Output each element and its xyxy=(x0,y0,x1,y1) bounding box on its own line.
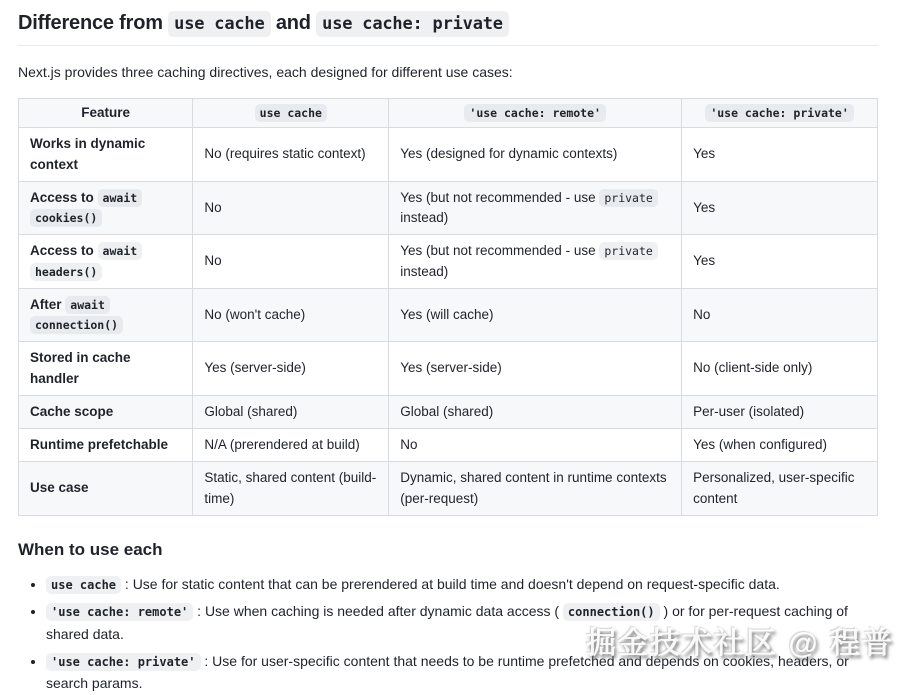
code-chip: private xyxy=(599,242,657,260)
code-chip: use cache: private xyxy=(316,11,509,37)
list-item: • 'use cache: remote' : Use when caching is needed after dynamic data access ( connection() ) or for per-request caching of shared data. xyxy=(46,600,878,645)
table-header xyxy=(19,99,878,128)
table-cell: Yes (will cache) xyxy=(389,288,682,342)
table-cell: N/A (prerendered at build) xyxy=(193,429,389,462)
table-cell: No (requires static context) xyxy=(193,128,389,182)
table-cell: No xyxy=(193,181,389,235)
code-chip: use cache xyxy=(168,11,270,37)
table-row xyxy=(19,395,878,428)
column-header-feature: Feature xyxy=(19,99,193,128)
table-cell: No (won't cache) xyxy=(193,288,389,342)
table-row xyxy=(19,342,878,396)
table-row xyxy=(19,128,878,182)
code-chip: 'use cache: private' xyxy=(46,653,201,671)
table-cell: Per-user (isolated) xyxy=(682,395,878,428)
table-body xyxy=(19,128,878,516)
table-cell: Yes xyxy=(682,181,878,235)
table-row xyxy=(19,429,878,462)
code-chip: use cache xyxy=(255,104,327,122)
table-cell: Yes (server-side) xyxy=(193,342,389,396)
code-chip: await xyxy=(98,189,143,207)
table-cell: No xyxy=(682,288,878,342)
table-cell: Yes (when configured) xyxy=(682,429,878,462)
column-header-use-cache xyxy=(193,99,389,128)
table-row xyxy=(19,235,878,289)
feature-cell: Works in dynamic context xyxy=(19,128,193,182)
table-cell: No (client-side only) xyxy=(682,342,878,396)
code-chip: private xyxy=(599,189,657,207)
table-cell: Global (shared) xyxy=(193,395,389,428)
table-cell: Yes (but not recommended - use private instead) xyxy=(389,235,682,289)
table-cell: Yes (server-side) xyxy=(389,342,682,396)
site-watermark: 掘金技术社区 @ 程普 xyxy=(586,627,894,660)
section-heading-when-to-use: When to use each xyxy=(18,539,163,559)
table-cell: Static, shared content (build-time) xyxy=(193,462,389,516)
column-header-use-cache-remote xyxy=(389,99,682,128)
code-chip: connection() xyxy=(30,316,123,334)
code-chip: await xyxy=(65,296,110,314)
table-cell: Global (shared) xyxy=(389,395,682,428)
header-row xyxy=(19,99,878,128)
table-cell: Yes (but not recommended - use private instead) xyxy=(389,181,682,235)
feature-cell: Use case xyxy=(19,462,193,516)
code-chip: 'use cache: private' xyxy=(705,104,853,122)
column-header-use-cache-private xyxy=(682,99,878,128)
table-cell: No xyxy=(193,235,389,289)
code-chip: use cache xyxy=(46,576,121,594)
table-cell: Personalized, user-specific content xyxy=(682,462,878,516)
feature-cell: Cache scope xyxy=(19,395,193,428)
table-cell: Yes (designed for dynamic contexts) xyxy=(389,128,682,182)
page-title: Difference from use cache and use cache: private xyxy=(18,8,878,46)
intro-paragraph: Next.js provides three caching directives, each designed for different use cases: xyxy=(18,64,513,80)
feature-cell: After await connection() xyxy=(19,288,193,342)
feature-cell: Access to await headers() xyxy=(19,235,193,289)
table-cell: Yes xyxy=(682,235,878,289)
feature-cell: Stored in cache handler xyxy=(19,342,193,396)
code-chip: headers() xyxy=(30,263,102,281)
usage-list xyxy=(18,573,878,695)
table-row xyxy=(19,181,878,235)
table-cell: Yes xyxy=(682,128,878,182)
table-cell: No xyxy=(389,429,682,462)
list-item: • use cache : Use for static content that can be prerendered at build time and doesn't depend on request-specific data. xyxy=(46,573,878,595)
code-chip: await xyxy=(98,242,143,260)
code-chip: 'use cache: remote' xyxy=(464,104,606,122)
table-row xyxy=(19,462,878,516)
table-row xyxy=(19,288,878,342)
comparison-table xyxy=(18,98,878,516)
table-cell: Dynamic, shared content in runtime contexts (per-request) xyxy=(389,462,682,516)
feature-cell: Access to await cookies() xyxy=(19,181,193,235)
code-chip: 'use cache: remote' xyxy=(46,603,193,621)
feature-cell: Runtime prefetchable xyxy=(19,429,193,462)
code-chip: cookies() xyxy=(30,209,102,227)
list-item: • 'use cache: private' : Use for user-specific content that needs to be runtime prefetched and depends on cookies, headers, or search params. xyxy=(46,650,878,695)
code-chip: connection() xyxy=(563,603,660,621)
